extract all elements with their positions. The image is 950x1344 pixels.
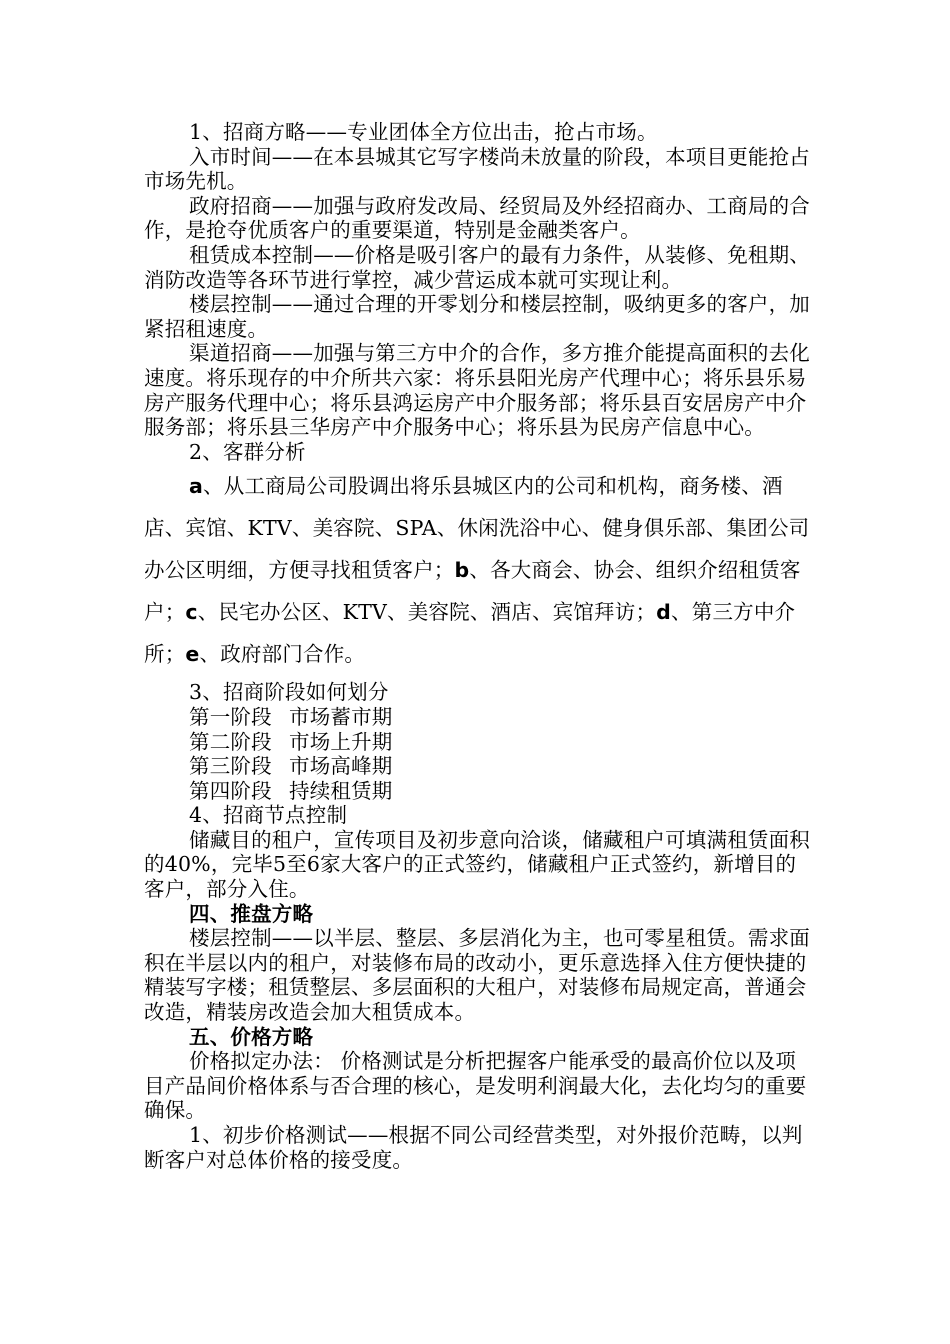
paragraph-section-5: 价格拟定办法： 价格测试是分析把握客户能承受的最高价位以及项目产品间价格体系与否合理的核心，是发明利润最大化，去化均匀的重要确保。: [144, 1049, 807, 1123]
item-letter-d: d: [656, 600, 672, 625]
stage-desc: 市场高峰期: [289, 754, 393, 779]
paragraph-customer-groups: [144, 464, 814, 680]
paragraph-entry-time: 入市时间——在本县城其它写字楼尚未放量的阶段，本项目更能抢占市场先机。: [144, 144, 810, 194]
paragraph-nodes: 储藏目的租户，宣传项目及初步意向洽谈，储藏租户可填满租赁面积的40%，完毕5至6家大客户的正式签约，储藏租户正式签约，新增目的客户，部分入住。: [144, 827, 810, 902]
paragraph-cost-control: 租赁成本控制——价格是吸引客户的最有力条件，从装修、免租期、消防改造等各环节进行掌控，减少营运成本就可实现让利。: [144, 242, 810, 292]
stage-row: [144, 730, 814, 755]
stage-name: 第三阶段: [189, 754, 272, 779]
stage-desc: 市场上升期: [289, 729, 393, 754]
item-letter-e: e: [185, 642, 200, 667]
item-letter-c: c: [185, 600, 198, 625]
item-letter-b: b: [454, 558, 470, 583]
stage-desc: 市场蓄市期: [289, 704, 393, 729]
stage-desc: 持续租赁期: [289, 778, 393, 803]
stage-row: [144, 779, 814, 804]
item-text-c: 、民宅办公区、KTV、美容院、酒店、宾馆拜访；: [197, 600, 657, 625]
document-page: [144, 120, 814, 1172]
item-text-d: 、第三方中介所；: [144, 600, 796, 667]
paragraph-strategy: 1、招商方略——专业团体全方位出击，抢占市场。: [189, 120, 658, 144]
item-text-e: 、政府部门合作。: [199, 642, 366, 667]
paragraph-government: 政府招商——加强与政府发改局、经贸局及外经招商办、工商局的合作，是抢夺优质客户的重要渠道，特别是金融类客户。: [144, 193, 810, 243]
heading-section-5: 五、价格方略: [189, 1024, 314, 1049]
heading-customer-analysis: 2、客群分析: [189, 439, 306, 464]
paragraph-channel: 渠道招商——加强与第三方中介的合作，多方推介能提高面积的去化速度。将乐现存的中介所共六家：将乐县阳光房产代理中心；将乐县乐易房产服务代理中心；将乐县鸿运房产中介服务部；将乐县百安居房产中介服务部；将乐县三华房产中介服务中心；将乐县为民房产信息中心。: [144, 341, 810, 440]
stage-row: [144, 705, 814, 730]
heading-nodes: 4、招商节点控制: [189, 803, 348, 828]
item-text-a: 、从工商局公司股调出将乐县城区内的公司和机构，商务楼、酒店、宾馆、KTV、美容院、SPA、休闲洗浴中心、健身俱乐部、集团公司办公区明细，方便寻找租赁客户；: [144, 474, 810, 583]
heading-section-4: 四、推盘方略: [189, 901, 314, 926]
paragraph-section-4: 楼层控制——以半层、整层、多层消化为主，也可零星租赁。需求面积在半层以内的租户，对装修布局的改动小，更乐意选择入住方便快捷的精装写字楼；租赁整层、多层面积的大租户，对装修布局规定高，普通会改造，精装房改造会加大租赁成本。: [144, 926, 810, 1025]
stage-name: 第二阶段: [189, 729, 272, 754]
heading-stages: 3、招商阶段如何划分: [189, 680, 389, 705]
stage-row: [144, 754, 814, 779]
item-text-b: 、各大商会、协会、组织介绍租赁客户；: [144, 558, 801, 625]
paragraph-price-test: 1、初步价格测试——根据不同公司经营类型，对外报价范畴，以判断客户对总体价格的接受度。: [144, 1123, 803, 1172]
stage-name: 第四阶段: [189, 778, 272, 803]
paragraph-floor-control: 楼层控制——通过合理的开零划分和楼层控制，吸纳更多的客户，加紧招租速度。: [144, 292, 810, 341]
stage-name: 第一阶段: [189, 704, 272, 729]
item-letter-a: a: [189, 474, 204, 499]
